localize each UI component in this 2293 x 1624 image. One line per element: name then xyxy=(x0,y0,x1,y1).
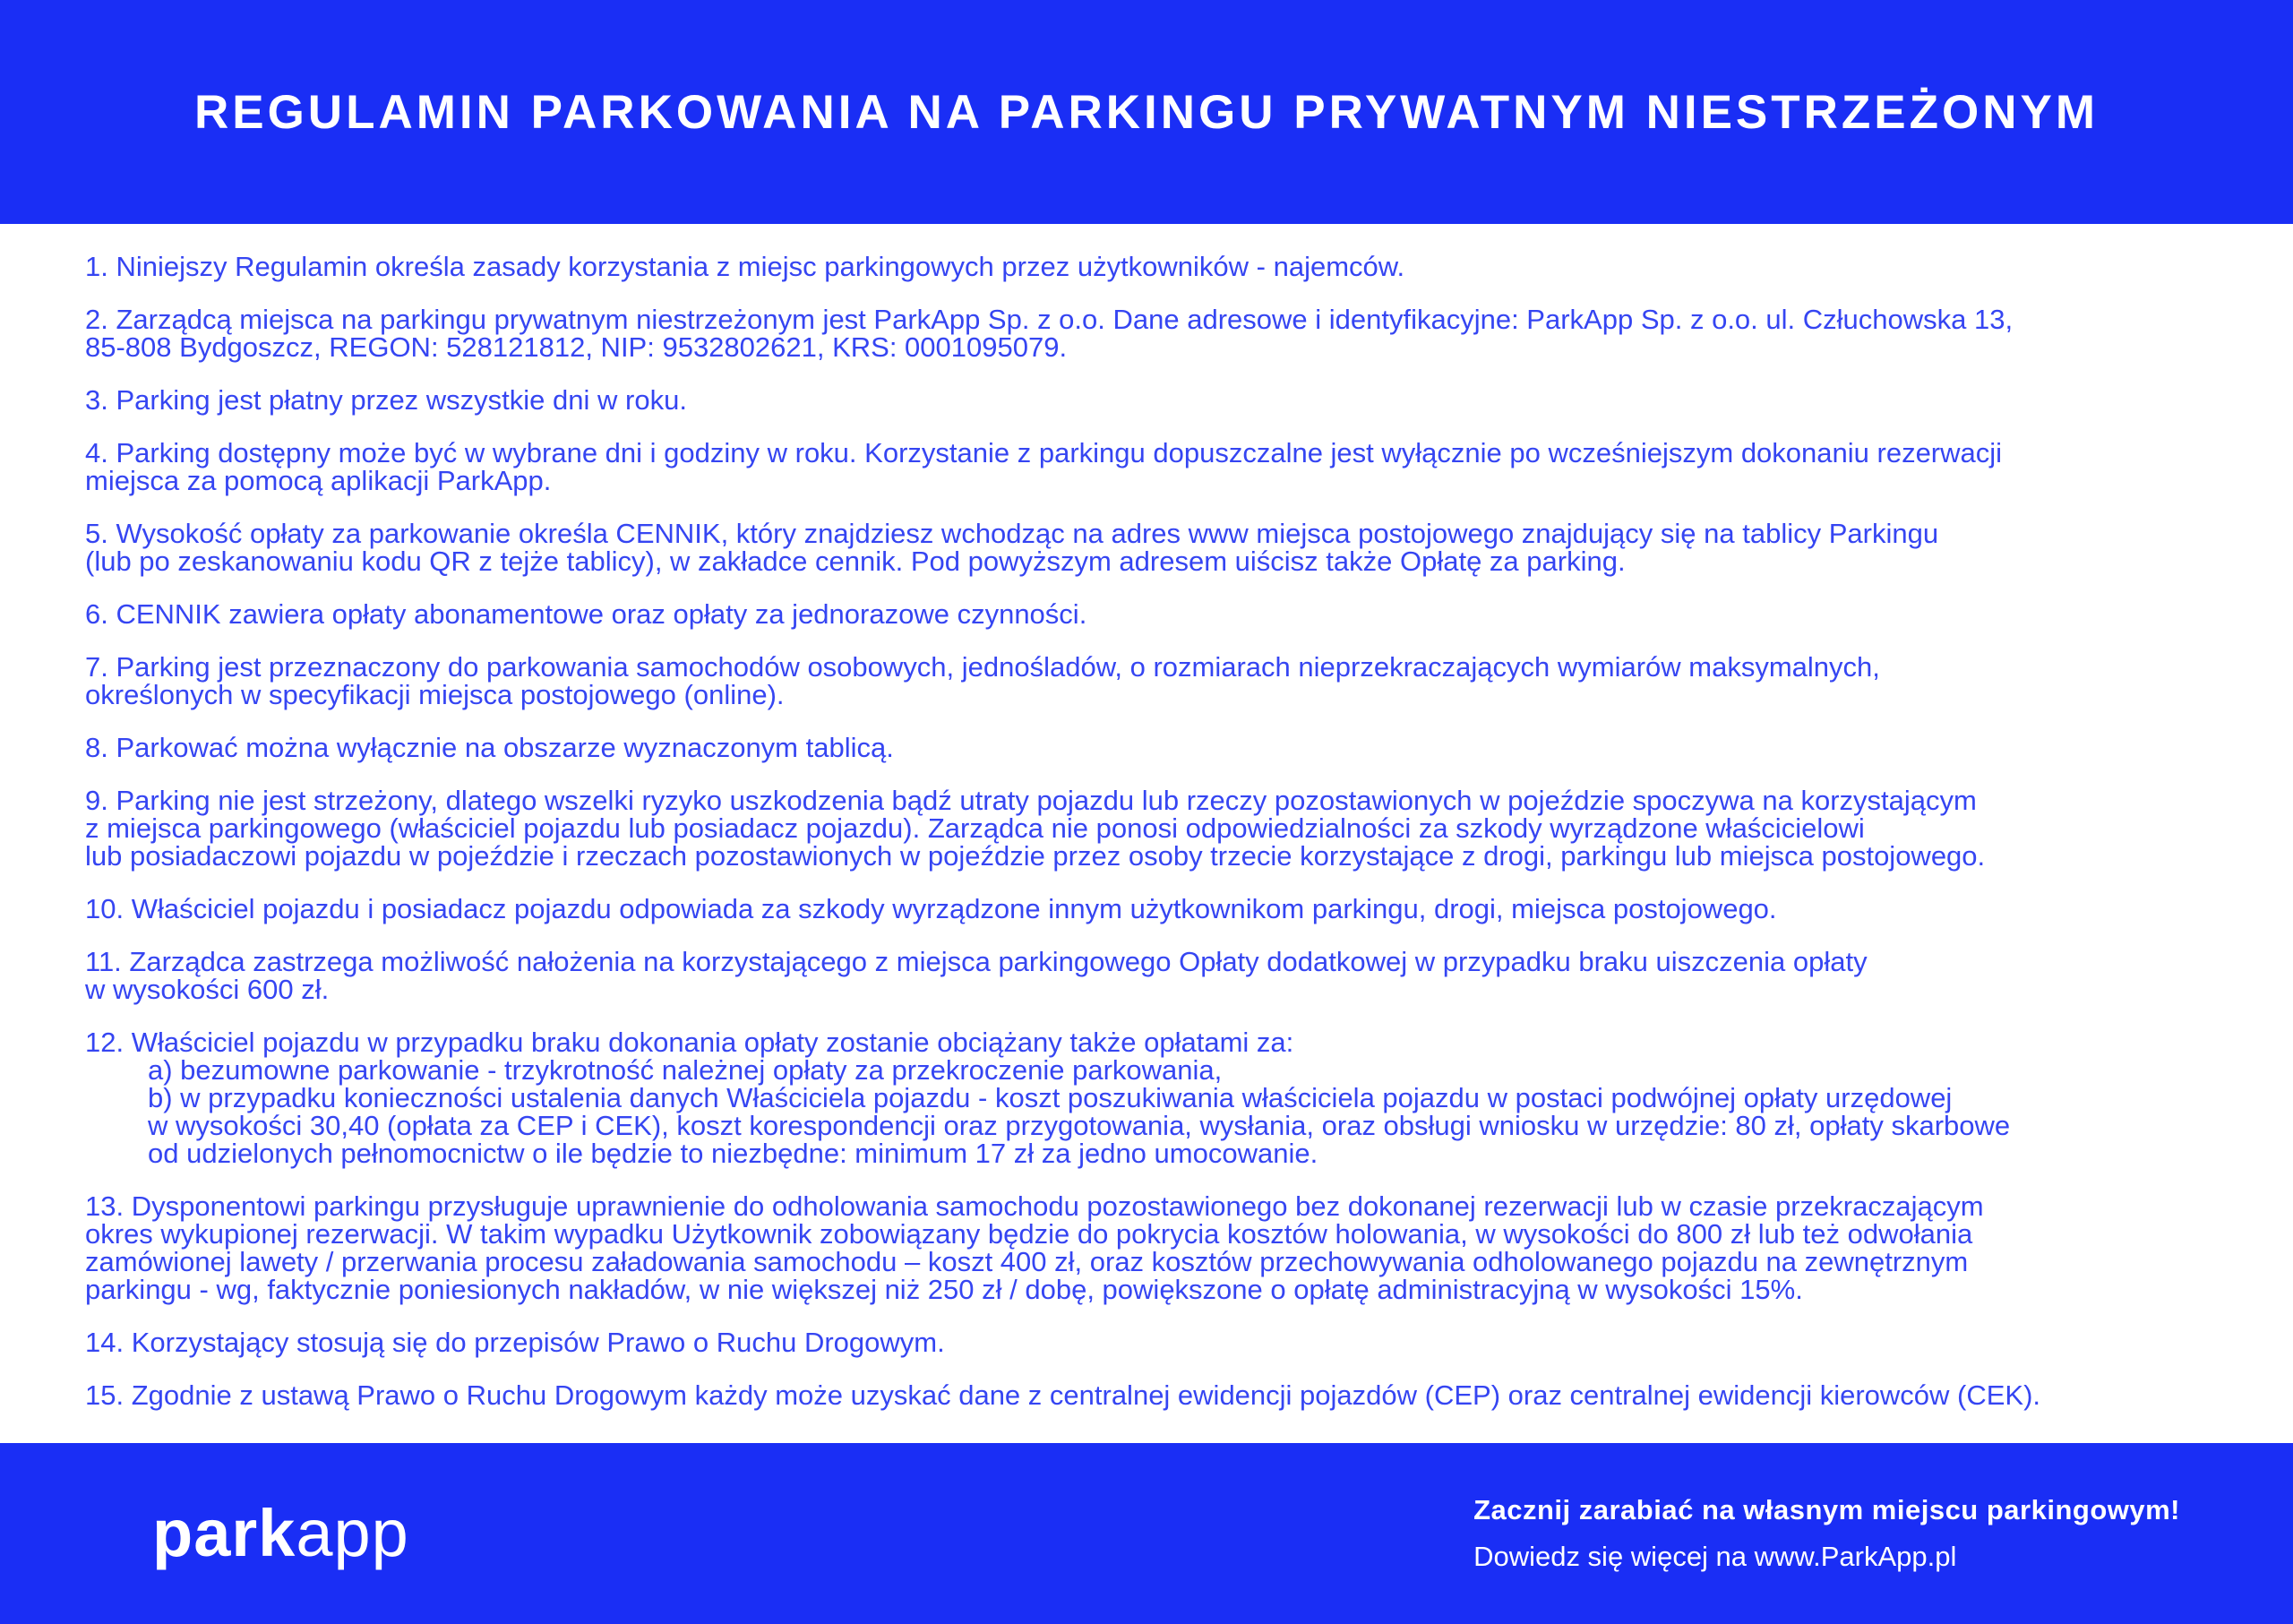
regulation-line: w wysokości 30,40 (opłata za CEP i CEK), koszt korespondencji oraz przygotowania, wysłania, oraz obsługi wniosku w urzędzie: 80 zł, opłaty skarbowe xyxy=(148,1110,2011,1141)
regulation-item xyxy=(85,653,2208,709)
regulation-item xyxy=(85,948,2208,1003)
regulation-line: określonych w specyfikacji miejsca postojowego (online). xyxy=(85,679,785,710)
regulation-item xyxy=(85,386,2208,414)
regulation-line: 13. Dysponentowi parkingu przysługuje uprawnienie do odholowania samochodu pozostawionego bez dokonanej rezerwacji lub w czasie przekraczającym xyxy=(85,1190,1984,1222)
logo-text-park: park xyxy=(152,1496,296,1570)
regulation-item xyxy=(85,1328,2208,1356)
regulation-item xyxy=(85,253,2208,280)
regulation-line: okres wykupionej rezerwacji. W takim wypadku Użytkownik zobowiązany będzie do pokrycia kosztów holowania, w wysokości do 800 zł lub też odwołania xyxy=(85,1218,1973,1250)
regulation-line: 2. Zarządcą miejsca na parkingu prywatnym niestrzeżonym jest ParkApp Sp. z o.o. Dane adresowe i identyfikacyjne: ParkApp Sp. z o.o. ul. Człuchowska 13, xyxy=(85,304,2014,335)
page-title: REGULAMIN PARKOWANIA NA PARKINGU PRYWATNYM NIESTRZEŻONYM xyxy=(193,85,2100,139)
footer-band xyxy=(0,1443,2293,1624)
regulation-line: 11. Zarządca zastrzega możliwość nałożenia na korzystającego z miejsca parkingowego Opłaty dodatkowej w przypadku braku uiszczenia opłaty xyxy=(85,946,1868,977)
footer-cta xyxy=(1473,1487,2180,1580)
regulation-item xyxy=(85,305,2208,361)
regulation-line: 1. Niniejszy Regulamin określa zasady korzystania z miejsc parkingowych przez użytkowników - najemców. xyxy=(85,251,1405,282)
regulation-line: 9. Parking nie jest strzeżony, dlatego wszelki ryzyko uszkodzenia bądź utraty pojazdu lub rzeczy pozostawionych w pojeździe spoczywa na korzystającym xyxy=(85,785,1977,816)
regulation-line: parkingu - wg, faktycznie poniesionych nakładów, w nie większej niż 250 zł / dobę, powiększone o opłatę administracyjną w wysokości 15%. xyxy=(85,1274,1803,1305)
regulation-item xyxy=(85,1028,2208,1167)
regulation-line: 5. Wysokość opłaty za parkowanie określa CENNIK, który znajdziesz wchodząc na adres www miejsca postojowego znajdujący się na tablicy Parkingu xyxy=(85,518,1939,549)
regulation-line: (lub po zeskanowaniu kodu QR z tejże tablicy), w zakładce cennik. Pod powyższym adresem uiścisz także Opłatę za parking. xyxy=(85,546,1626,577)
regulation-line: 6. CENNIK zawiera opłaty abonamentowe oraz opłaty za jednorazowe czynności. xyxy=(85,598,1087,630)
logo-text-app: app xyxy=(296,1496,409,1570)
regulations-list xyxy=(0,224,2293,1409)
regulation-line: lub posiadaczowi pojazdu w pojeździe i rzeczach pozostawionych w pojeździe przez osoby trzecie korzystające z drogi, parkingu lub miejsca postojowego. xyxy=(85,840,1986,872)
regulation-line: 8. Parkować można wyłącznie na obszarze wyznaczonym tablicą. xyxy=(85,732,894,763)
regulation-line: 7. Parking jest przeznaczony do parkowania samochodów osobowych, jednośladów, o rozmiarach nieprzekraczających wymiarów maksymalnych, xyxy=(85,651,1880,683)
regulation-line: od udzielonych pełnomocnictw o ile będzie to niezbędne: minimum 17 zł za jedno umocowanie. xyxy=(148,1138,1318,1169)
regulation-line: b) w przypadku konieczności ustalenia danych Właściciela pojazdu - koszt poszukiwania właściciela pojazdu w postaci podwójnej opłaty urzędowej xyxy=(148,1082,1953,1113)
regulation-item xyxy=(85,895,2208,923)
cta-headline: Zacznij zarabiać na własnym miejscu parkingowym! xyxy=(1473,1494,2180,1525)
regulation-line: zamówionej lawety / przerwania procesu załadowania samochodu – koszt 400 zł, oraz kosztów przechowywania odholowanego pojazdu na zewnętrznym xyxy=(85,1246,1969,1277)
cta-subline: Dowiedz się więcej na www.ParkApp.pl xyxy=(1473,1541,1957,1572)
regulation-line: 4. Parking dostępny może być w wybrane dni i godziny w roku. Korzystanie z parkingu dopuszczalne jest wyłącznie po wcześniejszym dokonaniu rezerwacji xyxy=(85,437,2003,468)
regulation-item xyxy=(85,1192,2208,1303)
regulation-item xyxy=(85,1381,2208,1409)
regulation-line: a) bezumowne parkowanie - trzykrotność należnej opłaty za przekroczenie parkowania, xyxy=(148,1054,1223,1086)
regulation-line: 10. Właściciel pojazdu i posiadacz pojazdu odpowiada za szkody wyrządzone innym użytkownikom parkingu, drogi, miejsca postojowego. xyxy=(85,893,1777,924)
parkapp-logo xyxy=(152,1496,409,1570)
regulation-line: miejsca za pomocą aplikacji ParkApp. xyxy=(85,465,552,496)
regulation-item xyxy=(85,600,2208,628)
regulation-line: 15. Zgodnie z ustawą Prawo o Ruchu Drogowym każdy może uzyskać dane z centralnej ewidencji pojazdów (CEP) oraz centralnej ewidencji kierowców (CEK). xyxy=(85,1379,2041,1411)
regulation-item xyxy=(85,734,2208,761)
regulation-item xyxy=(85,520,2208,575)
regulation-line: 85-808 Bydgoszcz, REGON: 528121812, NIP: 9532802621, KRS: 0001095079. xyxy=(85,331,1068,363)
regulation-line: 3. Parking jest płatny przez wszystkie dni w roku. xyxy=(85,384,687,416)
regulation-line: 12. Właściciel pojazdu w przypadku braku dokonania opłaty zostanie obciążany także opłatami za: xyxy=(85,1027,1294,1058)
regulation-item xyxy=(85,786,2208,870)
regulation-line: z miejsca parkingowego (właściciel pojazdu lub posiadacz pojazdu). Zarządca nie ponosi odpowiedzialności za szkody wyrządzone właścicielowi xyxy=(85,812,1865,844)
regulation-line: w wysokości 600 zł. xyxy=(85,974,330,1005)
regulation-line: 14. Korzystający stosują się do przepisów Prawo o Ruchu Drogowym. xyxy=(85,1327,945,1358)
regulation-item xyxy=(85,439,2208,494)
header-band xyxy=(0,0,2293,224)
